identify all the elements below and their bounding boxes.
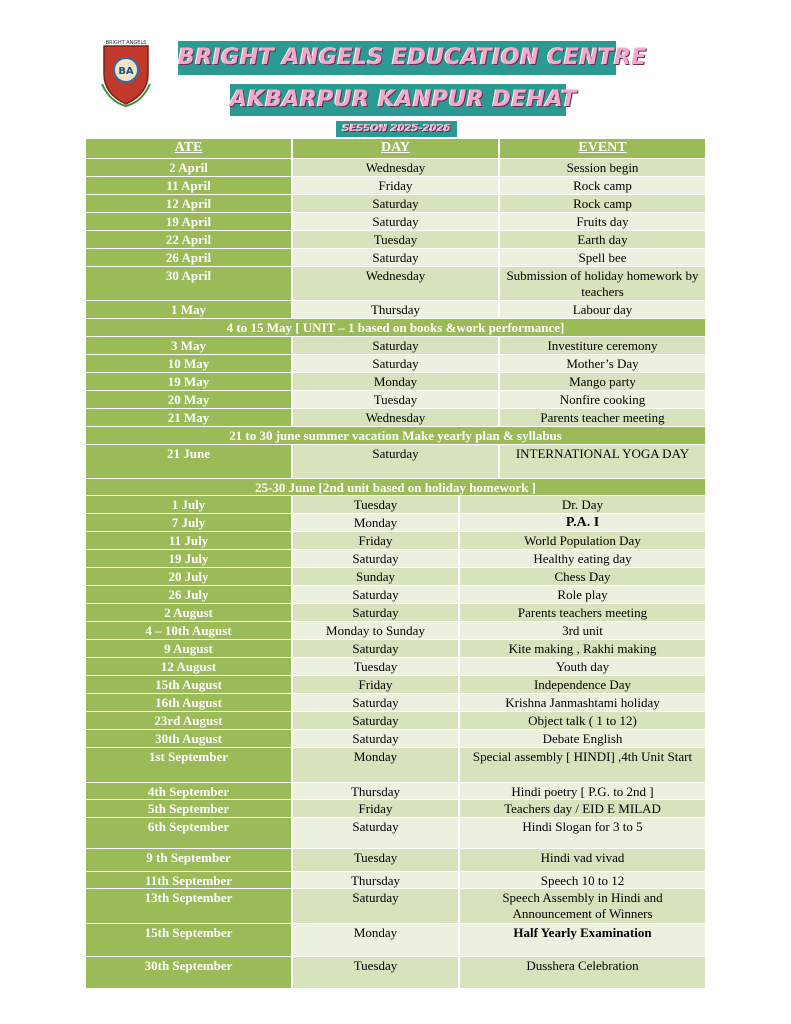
event-cell: Investiture ceremony (500, 337, 705, 354)
date-cell: 9 th September (86, 849, 293, 871)
date-cell: 11 April (86, 177, 293, 194)
table-row (86, 818, 705, 849)
day-cell: Thursday (293, 783, 460, 799)
event-cell: Submission of holiday homework by teachers (500, 267, 705, 300)
table-row (86, 231, 705, 249)
date-cell: 30th August (86, 730, 293, 747)
day-cell: Thursday (293, 872, 460, 888)
table-row (86, 658, 705, 676)
event-cell: Half Yearly Examination (460, 924, 705, 956)
table-row (86, 622, 705, 640)
table-row (86, 355, 705, 373)
date-cell: 11 July (86, 532, 293, 549)
date-cell: 22 April (86, 231, 293, 248)
event-cell: Teachers day / EID E MILAD (460, 800, 705, 817)
table-row (86, 550, 705, 568)
day-cell: Tuesday (293, 391, 500, 408)
event-cell: Hindi Slogan for 3 to 5 (460, 818, 705, 848)
table-row (86, 712, 705, 730)
day-cell: Saturday (293, 249, 500, 266)
date-cell: 13th September (86, 889, 293, 923)
date-cell: 2 August (86, 604, 293, 621)
event-cell: Labour day (500, 301, 705, 318)
event-cell: Parents teachers meeting (460, 604, 705, 621)
event-cell: Independence Day (460, 676, 705, 693)
table-row (86, 391, 705, 409)
table-row (86, 676, 705, 694)
date-cell: 2 April (86, 159, 293, 176)
table-row (86, 640, 705, 658)
event-cell: P.A. I (460, 514, 705, 531)
day-cell: Saturday (293, 195, 500, 212)
day-cell: Sunday (293, 568, 460, 585)
table-row (86, 195, 705, 213)
column-header-day: DAY (293, 139, 500, 158)
event-cell: Chess Day (460, 568, 705, 585)
table-row (86, 730, 705, 748)
day-cell: Monday (293, 748, 460, 782)
date-cell: 30th September (86, 957, 293, 988)
date-cell: 20 July (86, 568, 293, 585)
event-cell: 3rd unit (460, 622, 705, 639)
summer-vacation-banner (86, 427, 705, 445)
event-cell: Dusshera Celebration (460, 957, 705, 988)
table-row (86, 496, 705, 514)
table-row (86, 267, 705, 301)
day-cell: Tuesday (293, 496, 460, 513)
date-cell: 1 May (86, 301, 293, 318)
date-cell: 5th September (86, 800, 293, 817)
date-cell: 15th September (86, 924, 293, 956)
day-cell: Tuesday (293, 957, 460, 988)
day-cell: Saturday (293, 550, 460, 567)
date-cell: 7 July (86, 514, 293, 531)
event-cell: Rock camp (500, 195, 705, 212)
event-cell: Parents teacher meeting (500, 409, 705, 426)
day-cell: Saturday (293, 586, 460, 603)
event-cell: Healthy eating day (460, 550, 705, 567)
event-cell: Krishna Janmashtami holiday (460, 694, 705, 711)
table-row (86, 409, 705, 427)
day-cell: Friday (293, 676, 460, 693)
day-cell: Saturday (293, 213, 500, 230)
day-cell: Monday (293, 373, 500, 390)
date-cell: 21 May (86, 409, 293, 426)
table-row (86, 373, 705, 391)
table-row (86, 748, 705, 783)
table-row (86, 445, 705, 479)
day-cell: Tuesday (293, 849, 460, 871)
banner-text: 25-30 June [2nd unit based on holiday homework ] (86, 479, 705, 495)
day-cell: Wednesday (293, 267, 500, 300)
event-cell: Session begin (500, 159, 705, 176)
date-cell: 12 April (86, 195, 293, 212)
day-cell: Friday (293, 177, 500, 194)
table-row (86, 586, 705, 604)
table-row (86, 924, 705, 957)
event-schedule-table (86, 139, 705, 989)
event-cell: Youth day (460, 658, 705, 675)
event-cell: Nonfire cooking (500, 391, 705, 408)
date-cell: 26 July (86, 586, 293, 603)
day-cell: Saturday (293, 694, 460, 711)
event-cell: Debate English (460, 730, 705, 747)
table-row (86, 249, 705, 267)
day-cell: Saturday (293, 889, 460, 923)
unit2-banner (86, 479, 705, 496)
day-cell: Friday (293, 800, 460, 817)
school-location: AKBARPUR KANPUR DEHAT (230, 84, 566, 116)
day-cell: Tuesday (293, 231, 500, 248)
date-cell: 1 July (86, 496, 293, 513)
date-cell: 6th September (86, 818, 293, 848)
day-cell: Saturday (293, 337, 500, 354)
day-cell: Saturday (293, 818, 460, 848)
day-cell: Saturday (293, 712, 460, 729)
date-cell: 12 August (86, 658, 293, 675)
event-cell: Earth day (500, 231, 705, 248)
table-row (86, 800, 705, 818)
table-row (86, 694, 705, 712)
day-cell: Thursday (293, 301, 500, 318)
logo-text: BRIGHT ANGELS (105, 40, 147, 46)
date-cell: 4th September (86, 783, 293, 799)
column-header-date: ATE (86, 139, 293, 158)
table-row (86, 159, 705, 177)
date-cell: 19 May (86, 373, 293, 390)
date-cell: 30 April (86, 267, 293, 300)
day-cell: Monday (293, 514, 460, 531)
day-cell: Monday (293, 924, 460, 956)
date-cell: 19 July (86, 550, 293, 567)
date-cell: 3 May (86, 337, 293, 354)
table-row (86, 301, 705, 319)
day-cell: Saturday (293, 355, 500, 372)
column-header-event: EVENT (500, 139, 705, 158)
date-cell: 23rd August (86, 712, 293, 729)
school-logo (98, 40, 154, 108)
day-cell: Wednesday (293, 159, 500, 176)
session-label: SESSON 2025-2026 (336, 121, 457, 137)
date-cell: 19 April (86, 213, 293, 230)
table-row (86, 957, 705, 989)
date-cell: 11th September (86, 872, 293, 888)
day-cell: Wednesday (293, 409, 500, 426)
date-cell: 21 June (86, 445, 293, 478)
table-row (86, 604, 705, 622)
date-cell: 20 May (86, 391, 293, 408)
date-cell: 16th August (86, 694, 293, 711)
event-cell: Speech 10 to 12 (460, 872, 705, 888)
event-cell: Role play (460, 586, 705, 603)
day-cell: Friday (293, 532, 460, 549)
event-cell: INTERNATIONAL YOGA DAY (500, 445, 705, 478)
event-cell: World Population Day (460, 532, 705, 549)
table-row (86, 514, 705, 532)
date-cell: 9 August (86, 640, 293, 657)
unit1-banner (86, 319, 705, 337)
event-cell: Special assembly [ HINDI] ,4th Unit Start (460, 748, 705, 782)
table-row (86, 177, 705, 195)
school-title: BRIGHT ANGELS EDUCATION CENTRE (178, 41, 616, 75)
event-cell: Hindi poetry [ P.G. to 2nd ] (460, 783, 705, 799)
table-header (86, 139, 705, 159)
table-row (86, 337, 705, 355)
day-cell: Tuesday (293, 658, 460, 675)
event-cell: Kite making , Rakhi making (460, 640, 705, 657)
event-cell: Object talk ( 1 to 12) (460, 712, 705, 729)
table-row (86, 889, 705, 924)
table-row (86, 849, 705, 872)
event-cell: Fruits day (500, 213, 705, 230)
banner-text: 21 to 30 june summer vacation Make yearly plan & syllabus (86, 427, 705, 444)
table-row (86, 213, 705, 231)
logo-emblem: BA (118, 66, 134, 77)
banner-text: 4 to 15 May [ UNIT – 1 based on books &work performance] (86, 319, 705, 336)
event-cell: Spell bee (500, 249, 705, 266)
date-cell: 26 April (86, 249, 293, 266)
day-cell: Monday to Sunday (293, 622, 460, 639)
event-cell: Mango party (500, 373, 705, 390)
table-row (86, 872, 705, 889)
event-cell: Rock camp (500, 177, 705, 194)
table-row (86, 783, 705, 800)
event-cell: Hindi vad vivad (460, 849, 705, 871)
date-cell: 1st September (86, 748, 293, 782)
table-row (86, 568, 705, 586)
event-cell: Mother’s Day (500, 355, 705, 372)
date-cell: 15th August (86, 676, 293, 693)
event-cell: Dr. Day (460, 496, 705, 513)
date-cell: 10 May (86, 355, 293, 372)
table-row (86, 532, 705, 550)
day-cell: Saturday (293, 604, 460, 621)
day-cell: Saturday (293, 640, 460, 657)
day-cell: Saturday (293, 730, 460, 747)
event-cell: Speech Assembly in Hindi and Announcement of Winners (460, 889, 705, 923)
day-cell: Saturday (293, 445, 500, 478)
date-cell: 4 – 10th August (86, 622, 293, 639)
